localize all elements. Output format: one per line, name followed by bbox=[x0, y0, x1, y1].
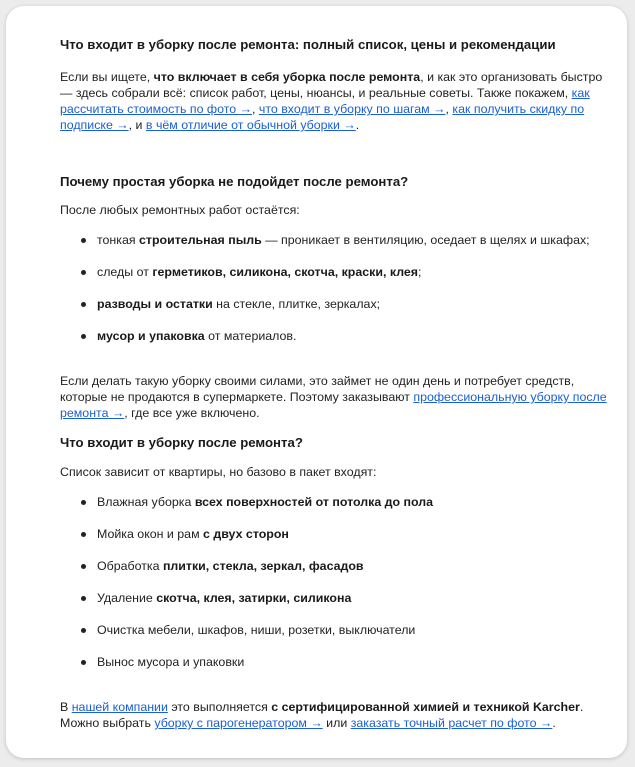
bullet-icon bbox=[81, 302, 86, 307]
final-text-5: . bbox=[552, 716, 556, 730]
bullet-icon bbox=[81, 500, 86, 505]
item-pre: тонкая bbox=[97, 233, 140, 247]
intro-paragraph bbox=[60, 69, 616, 133]
item-pre: Мойка окон и рам bbox=[97, 527, 204, 541]
article-content bbox=[60, 36, 616, 731]
final-text-4: или bbox=[322, 716, 351, 730]
final-paragraph bbox=[60, 699, 616, 731]
list-item bbox=[60, 622, 616, 638]
item-pre: Очистка мебели, шкафов, ниши, розетки, выключатели bbox=[97, 623, 416, 637]
bullet-icon bbox=[81, 532, 86, 537]
list-item bbox=[60, 558, 616, 574]
list-item bbox=[60, 494, 616, 510]
item-post: от материалов. bbox=[204, 329, 297, 343]
article-card bbox=[6, 6, 627, 758]
bullet-icon bbox=[81, 334, 86, 339]
item-bold: герметиков, силикона, скотча, краски, клея bbox=[152, 265, 419, 279]
our-company-link[interactable]: нашей компании bbox=[71, 700, 168, 714]
item-bold: с двух сторон bbox=[203, 527, 289, 541]
item-bold: скотча, клея, затирки, силикона bbox=[156, 591, 352, 605]
item-bold: всех поверхностей от потолка до пола bbox=[194, 495, 434, 509]
item-bold: мусор и упаковка bbox=[97, 329, 205, 343]
bullet-icon bbox=[81, 564, 86, 569]
item-bold: строительная пыль bbox=[139, 233, 262, 247]
item-pre: Вынос мусора и упаковки bbox=[97, 655, 245, 669]
bullet-icon bbox=[81, 660, 86, 665]
section1-list bbox=[60, 232, 616, 344]
final-text-3: . Можно выбрать bbox=[60, 700, 584, 730]
professional-cleaning-link[interactable]: профессиональную уборку после ремонта → bbox=[60, 390, 607, 420]
intro-text-2: , и как это организовать быстро — здесь собрали всё: список работ, цены, нюансы, и реальные советы. Также покажем, bbox=[60, 70, 603, 100]
section1-outro bbox=[60, 373, 616, 421]
section2-list bbox=[60, 494, 616, 670]
section2-lead: Список зависит от квартиры, но базово в пакет входят: bbox=[60, 465, 377, 479]
intro-text-3: , bbox=[251, 102, 259, 116]
item-bold: разводы и остатки bbox=[97, 297, 213, 311]
subscription-discount-link[interactable]: как получить скидку по подписке → bbox=[60, 102, 585, 132]
list-item bbox=[60, 296, 616, 312]
item-pre: Удаление bbox=[97, 591, 157, 605]
intro-bold: что включает в себя уборка после ремонта bbox=[153, 70, 421, 84]
list-item bbox=[60, 232, 616, 248]
intro-text-4: , bbox=[445, 102, 453, 116]
final-text-2: это выполняется bbox=[167, 700, 272, 714]
calc-by-photo-link[interactable]: как рассчитать стоимость по фото → bbox=[60, 86, 590, 116]
intro-text-1: Если вы ищете, bbox=[60, 70, 154, 84]
section1-heading: Почему простая уборка не подойдет после ремонта? bbox=[60, 174, 409, 189]
item-post: ; bbox=[418, 265, 422, 279]
list-item bbox=[60, 328, 616, 344]
intro-text-5: , и bbox=[128, 118, 146, 132]
item-pre: Влажная уборка bbox=[97, 495, 195, 509]
list-item bbox=[60, 526, 616, 542]
bullet-icon bbox=[81, 238, 86, 243]
page-title: Что входит в уборку после ремонта: полный список, цены и рекомендации bbox=[60, 37, 556, 52]
item-bold: плитки, стекла, зеркал, фасадов bbox=[162, 559, 364, 573]
item-post: — проникает в вентиляцию, оседает в щелях и шкафах; bbox=[261, 233, 590, 247]
bullet-icon bbox=[81, 596, 86, 601]
steam-cleaning-link[interactable]: уборку с парогенератором → bbox=[154, 716, 323, 730]
list-item bbox=[60, 590, 616, 606]
item-pre: следы от bbox=[97, 265, 153, 279]
section1-lead: После любых ремонтных работ остаётся: bbox=[60, 203, 300, 217]
intro-text-6: . bbox=[355, 118, 360, 132]
list-item bbox=[60, 264, 616, 280]
difference-link[interactable]: в чём отличие от обычной уборки → bbox=[145, 118, 356, 132]
order-calc-link[interactable]: заказать точный расчет по фото → bbox=[350, 716, 553, 730]
bullet-icon bbox=[81, 270, 86, 275]
outro-text-2: , где все уже включено. bbox=[124, 406, 260, 420]
steps-link[interactable]: что входит в уборку по шагам → bbox=[258, 102, 446, 116]
list-item bbox=[60, 654, 616, 670]
item-pre: Обработка bbox=[97, 559, 163, 573]
final-text-1: В bbox=[60, 700, 72, 714]
bullet-icon bbox=[81, 628, 86, 633]
section2-heading: Что входит в уборку после ремонта? bbox=[60, 435, 303, 450]
final-bold: с сертифицированной химией и техникой Karcher bbox=[271, 700, 580, 714]
item-post: на стекле, плитке, зеркалах; bbox=[212, 297, 381, 311]
outro-text-1: Если делать такую уборку своими силами, это займет не один день и потребует средств, которые не продаются в супермаркете. Поэтому заказывают bbox=[60, 374, 575, 404]
